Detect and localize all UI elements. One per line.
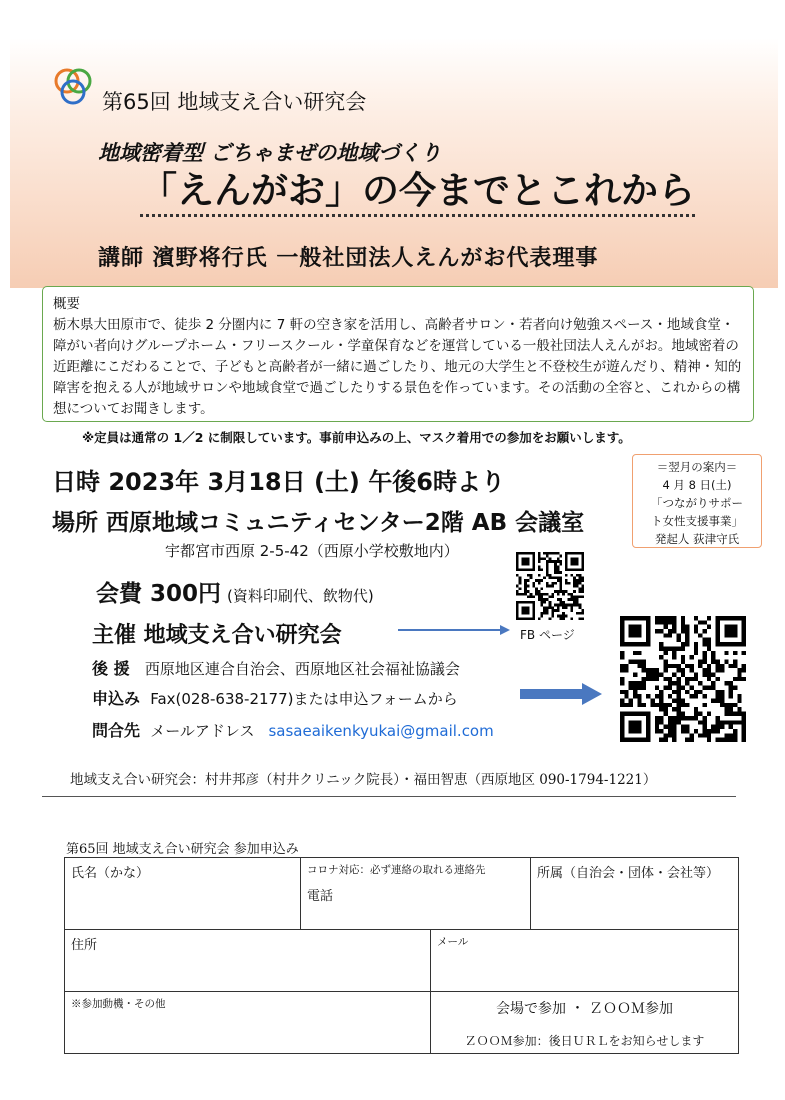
event-support <box>92 656 460 679</box>
summary-heading: 概要 <box>53 296 80 312</box>
event-datetime: 日時 2023年 3月18日 (土) 午後6時より <box>52 468 505 496</box>
phone-note: コロナ対応：必ず連絡の取れる連絡先 <box>307 864 486 876</box>
address-label: 住所 <box>71 938 98 953</box>
divider <box>42 796 736 797</box>
next-month-heading: ＝翌月の案内＝ <box>656 460 738 474</box>
apply-form-qr-code-icon[interactable] <box>620 616 746 742</box>
motive-label: ※参加動機・その他 <box>71 998 166 1010</box>
next-month-organizer: 発起人 荻津守氏 <box>654 532 740 546</box>
attendance-options[interactable]: 会場で参加 ・ ＺＯＯＭ参加 <box>496 1001 673 1017</box>
email-field[interactable] <box>431 930 739 992</box>
lecturer: 講師 濱野将行氏 一般社団法人えんがお代表理事 <box>98 246 599 271</box>
next-month-date: 4 月 8 日(土) <box>662 478 732 492</box>
support-label: 後 援 <box>92 659 130 678</box>
footer-contact: 地域支え合い研究会：村井邦彦（村井クリニック院長）・福田智恵（西原地区 090-1794-1221） <box>70 772 657 788</box>
fb-caption: FB ページ <box>520 628 575 642</box>
application-form <box>64 857 739 1054</box>
address-field[interactable] <box>65 930 431 992</box>
summary-text: 栃木県大田原市で、徒歩 2 分圏内に 7 軒の空き家を活用し、高齢者サロン・若者向け勉強スペース・地域食堂・障がい者向けグループホーム・フリースクール・学童保育などを運営している一般社団法人えんがお。地域密着の近距離にこだわることで、子どもと高齢者が一緒に過ごしたり、地元の大学生と不登校生が遊んだり、精神・知的障害を抱える人が地域サロンや地域食堂で過ごしたりする景色を作っています。その活動の全容と、これからの構想についてお聞きします。 <box>53 317 742 417</box>
series-title: 第65回 地域支え合い研究会 <box>102 90 367 114</box>
affiliation-label: 所属（自治会・団体・会社等） <box>537 866 720 881</box>
affiliation-field[interactable] <box>531 858 739 930</box>
zoom-note: ＺＯＯＭ参加：後日ＵＲＬをお知らせします <box>464 1034 705 1048</box>
fb-qr-code-icon[interactable] <box>516 552 584 620</box>
next-month-line2: ト女性支援事業」 <box>651 514 743 528</box>
event-address: 宇都宮市西原 2-5-42（西原小学校敷地内） <box>165 542 459 560</box>
fee-note: (資料印刷代、飲物代) <box>227 587 374 605</box>
name-label: 氏名（かな） <box>71 866 150 881</box>
name-field[interactable] <box>65 858 301 930</box>
fee-label: 会費 300円 <box>96 581 222 607</box>
support-value: 西原地区連合自治会、西原地区社会福祉協議会 <box>144 660 460 678</box>
contact-value: メールアドレス <box>150 722 255 740</box>
motive-field[interactable] <box>65 992 431 1054</box>
summary-box <box>42 286 754 422</box>
subtitle: 地域密着型 ごちゃまぜの地域づくり <box>98 141 442 165</box>
main-title: 「えんがお」の今までとこれから <box>140 168 695 217</box>
contact-label: 問合先 <box>92 721 141 740</box>
form-title: 第65回 地域支え合い研究会 参加申込み <box>66 842 299 857</box>
apply-value: Fax(028-638-2177)または申込フォームから <box>150 690 458 708</box>
contact-email-link[interactable]: sasaeaikenkyukai@gmail.com <box>268 722 494 740</box>
next-month-line1: 「つながりサポー <box>651 496 743 510</box>
capacity-notice: ※定員は通常の 1／2 に制限しています。事前申込みの上、マスク着用での参加をお願いします。 <box>82 430 631 445</box>
event-fee <box>96 575 374 608</box>
logo-rings-icon <box>50 66 96 108</box>
email-label: メール <box>437 936 469 948</box>
attendance-field[interactable] <box>431 992 739 1054</box>
next-month-box <box>632 454 762 548</box>
phone-field[interactable] <box>301 858 531 930</box>
event-apply <box>92 686 458 709</box>
phone-label: 電話 <box>307 889 334 904</box>
event-place: 場所 西原地域コミュニティセンター2階 AB 会議室 <box>52 510 585 536</box>
arrow-right-icon <box>398 624 510 636</box>
block-arrow-right-icon <box>520 683 602 705</box>
event-host: 主催 地域支え合い研究会 <box>92 623 342 648</box>
apply-label: 申込み <box>92 689 141 708</box>
event-contact <box>92 718 494 741</box>
